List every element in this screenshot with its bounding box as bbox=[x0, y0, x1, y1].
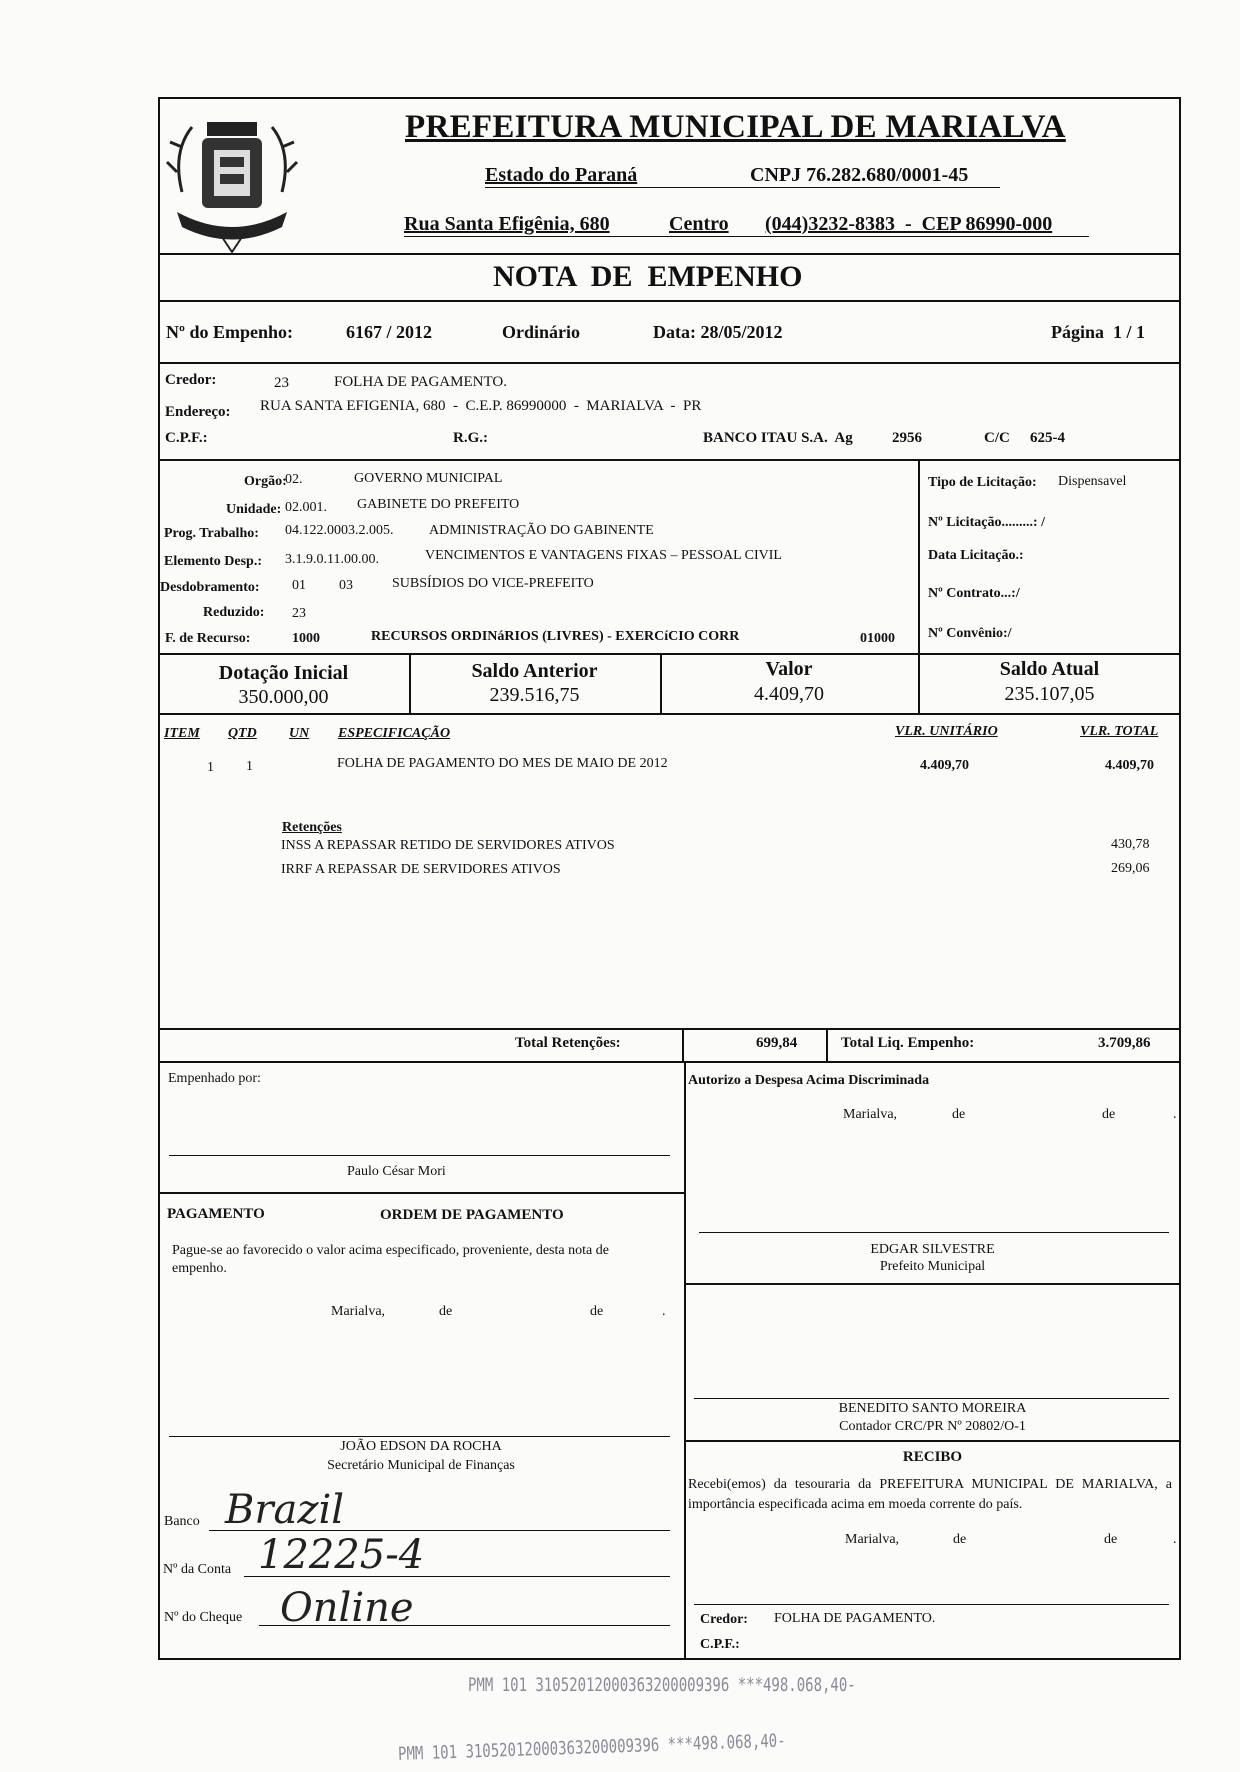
conta-label: Nº da Conta bbox=[163, 1562, 232, 1577]
unidade-label: Unidade: bbox=[226, 502, 282, 517]
recibo-title: RECIBO bbox=[902, 1449, 963, 1465]
col-espec: ESPECIFICAÇÃO bbox=[338, 726, 451, 741]
bank-agency: 2956 bbox=[892, 430, 922, 446]
desd-name: SUBSÍDIOS DO VICE-PREFEITO bbox=[392, 576, 594, 591]
desd-code2: 03 bbox=[339, 578, 353, 593]
empenho-number: 6167 / 2012 bbox=[346, 322, 433, 342]
elem-name: VENCIMENTOS E VANTAGENS FIXAS – PESSOAL CIVIL bbox=[425, 548, 782, 563]
autorizo-de-2: de bbox=[1102, 1107, 1116, 1122]
desd-label: Desdobramento: bbox=[160, 580, 260, 595]
cc-value: 625-4 bbox=[1030, 430, 1065, 446]
autorizo-de-1: de bbox=[952, 1107, 966, 1122]
header-state: Estado do Paraná bbox=[485, 164, 638, 186]
recibo-text: Recebi(emos) da tesouraria da PREFEITURA MUNICIPAL DE MARIALVA, a importância especificada acima em moeda corrente do país. bbox=[688, 1477, 1172, 1512]
saldo-anterior-label: Saldo Anterior bbox=[471, 660, 598, 682]
item-unit: 4.409,70 bbox=[920, 758, 969, 773]
prog-label: Prog. Trabalho: bbox=[164, 526, 259, 541]
pagamento-title: PAGAMENTO bbox=[167, 1206, 265, 1222]
bank-name: BANCO ITAU S.A. Ag bbox=[703, 430, 853, 446]
fonte-label: F. de Recurso: bbox=[165, 631, 251, 646]
prog-name: ADMINISTRAÇÃO DO GABINENTE bbox=[429, 523, 654, 538]
recibo-cpf-label: C.P.F.: bbox=[700, 1637, 740, 1652]
header-title: PREFEITURA MUNICIPAL DE MARIALVA bbox=[405, 109, 1066, 145]
retencao-irrf-desc: IRRF A REPASSAR DE SERVIDORES ATIVOS bbox=[281, 862, 561, 877]
recibo-de-2: de bbox=[1104, 1532, 1118, 1547]
cheque-handwritten: Online bbox=[280, 1585, 414, 1631]
fonte-code: 1000 bbox=[292, 631, 320, 646]
licitacao-numero: Nº Licitação.........: / bbox=[928, 515, 1045, 530]
prefeito-name: EDGAR SILVESTRE bbox=[870, 1242, 995, 1257]
dotacao-label: Dotação Inicial bbox=[218, 662, 349, 684]
desd-code1: 01 bbox=[292, 578, 306, 593]
bank-stamp-2: PMM 101 31052012000363200009396 ***498.068,40- bbox=[397, 1730, 786, 1766]
retencoes-title: Retenções bbox=[282, 820, 342, 835]
empenho-label: Nº do Empenho: bbox=[166, 322, 293, 342]
orgao-label: Orgão: bbox=[244, 474, 287, 489]
empenho-type: Ordinário bbox=[502, 322, 581, 342]
unidade-code: 02.001. bbox=[285, 500, 327, 515]
prog-code: 04.122.0003.2.005. bbox=[285, 523, 394, 538]
item-number: 1 bbox=[207, 760, 214, 775]
banco-label: Banco bbox=[164, 1514, 200, 1529]
orgao-name: GOVERNO MUNICIPAL bbox=[354, 471, 503, 486]
licitacao-data: Data Licitação.: bbox=[928, 548, 1024, 563]
fonte-name: RECURSOS ORDINáRIOS (LIVRES) - EXERCíCIO CORR bbox=[371, 629, 740, 644]
item-total: 4.409,70 bbox=[1105, 758, 1154, 773]
saldo-atual-value: 235.107,05 bbox=[1004, 683, 1095, 705]
empenho-date: Data: 28/05/2012 bbox=[653, 322, 783, 342]
banco-handwritten: Brazil bbox=[225, 1487, 345, 1533]
col-item: ITEM bbox=[164, 726, 200, 741]
col-vlr-unit: VLR. UNITÁRIO bbox=[895, 724, 998, 739]
header-phone-cep: (044)3232-8383 - CEP 86990-000 bbox=[765, 213, 1053, 235]
item-desc: FOLHA DE PAGAMENTO DO MES DE MAIO DE 2012 bbox=[337, 756, 668, 771]
total-retencoes-label: Total Retenções: bbox=[515, 1035, 621, 1051]
autorizo-city: Marialva, bbox=[843, 1107, 898, 1122]
licitacao-convenio: Nº Convênio:/ bbox=[928, 626, 1012, 641]
page-number: Página 1 / 1 bbox=[1051, 322, 1146, 342]
contador-title: Contador CRC/PR Nº 20802/O-1 bbox=[839, 1419, 1026, 1434]
total-liq-value: 3.709,86 bbox=[1098, 1035, 1151, 1051]
header-address: Rua Santa Efigênia, 680 bbox=[404, 213, 610, 235]
cc-label: C/C bbox=[984, 430, 1010, 446]
fonte-code2: 01000 bbox=[860, 631, 895, 646]
secretario-title: Secretário Municipal de Finanças bbox=[327, 1458, 515, 1473]
pagamento-city: Marialva, bbox=[331, 1304, 386, 1319]
elem-code: 3.1.9.0.11.00.00. bbox=[285, 552, 379, 567]
secretario-name: JOÃO EDSON DA ROCHA bbox=[340, 1439, 502, 1454]
col-vlr-total: VLR. TOTAL bbox=[1080, 724, 1159, 739]
licitacao-contrato: Nº Contrato...:/ bbox=[928, 586, 1020, 601]
item-qtd: 1 bbox=[246, 759, 253, 774]
col-un: UN bbox=[289, 726, 310, 741]
header-district: Centro bbox=[669, 213, 729, 235]
bank-stamp-1: PMM 101 31052012000363200009396 ***498.068,40- bbox=[468, 1675, 856, 1697]
total-retencoes-value: 699,84 bbox=[756, 1035, 798, 1051]
saldo-anterior-value: 239.516,75 bbox=[489, 684, 580, 706]
empenhado-por-name: Paulo César Mori bbox=[347, 1164, 446, 1179]
conta-handwritten: 12225-4 bbox=[258, 1532, 425, 1578]
recibo-de-1: de bbox=[953, 1532, 967, 1547]
recibo-credor-label: Credor: bbox=[700, 1612, 748, 1627]
empenhado-por-label: Empenhado por: bbox=[168, 1071, 261, 1086]
doc-title: NOTA DE EMPENHO bbox=[493, 260, 803, 293]
endereco-value: RUA SANTA EFIGENIA, 680 - C.E.P. 86990000 - MARIALVA - PR bbox=[260, 398, 702, 414]
ordem-pagamento-title: ORDEM DE PAGAMENTO bbox=[380, 1207, 564, 1223]
retencao-inss-value: 430,78 bbox=[1111, 837, 1150, 852]
valor-value: 4.409,70 bbox=[754, 683, 824, 705]
municipal-coat-of-arms bbox=[162, 102, 302, 260]
cpf-label: C.P.F.: bbox=[165, 430, 208, 446]
contador-name: BENEDITO SANTO MOREIRA bbox=[838, 1401, 1027, 1416]
reduzido-label: Reduzido: bbox=[203, 605, 265, 620]
orgao-code: 02. bbox=[285, 472, 303, 487]
unidade-name: GABINETE DO PREFEITO bbox=[357, 497, 520, 512]
rg-label: R.G.: bbox=[453, 430, 488, 446]
dotacao-value: 350.000,00 bbox=[238, 686, 329, 708]
autorizo-label: Autorizo a Despesa Acima Discriminada bbox=[688, 1073, 930, 1088]
pagamento-de-2: de bbox=[590, 1304, 604, 1319]
prefeito-title: Prefeito Municipal bbox=[879, 1259, 986, 1274]
cheque-label: Nº do Cheque bbox=[164, 1610, 243, 1625]
recibo-credor-value: FOLHA DE PAGAMENTO. bbox=[774, 1611, 936, 1626]
retencao-irrf-value: 269,06 bbox=[1111, 861, 1150, 876]
credor-name: FOLHA DE PAGAMENTO. bbox=[334, 374, 507, 390]
col-qtd: QTD bbox=[228, 726, 257, 741]
credor-code: 23 bbox=[274, 375, 289, 391]
retencao-inss-desc: INSS A REPASSAR RETIDO DE SERVIDORES ATIVOS bbox=[281, 838, 615, 853]
licitacao-tipo-label: Tipo de Licitação: bbox=[928, 475, 1037, 490]
elem-label: Elemento Desp.: bbox=[164, 554, 262, 569]
valor-label: Valor bbox=[765, 658, 813, 680]
saldo-atual-label: Saldo Atual bbox=[999, 658, 1100, 680]
endereco-label: Endereço: bbox=[165, 404, 231, 420]
reduzido-code: 23 bbox=[292, 606, 306, 621]
total-liq-label: Total Liq. Empenho: bbox=[841, 1035, 975, 1051]
licitacao-tipo-value: Dispensavel bbox=[1058, 474, 1127, 489]
pagamento-de-1: de bbox=[439, 1304, 453, 1319]
recibo-city: Marialva, bbox=[845, 1532, 900, 1547]
pague-se-text: Pague-se ao favorecido o valor acima especificado, proveniente, desta nota de empenho. bbox=[172, 1243, 609, 1276]
header-cnpj: CNPJ 76.282.680/0001-45 bbox=[750, 164, 969, 186]
credor-label: Credor: bbox=[165, 372, 217, 388]
